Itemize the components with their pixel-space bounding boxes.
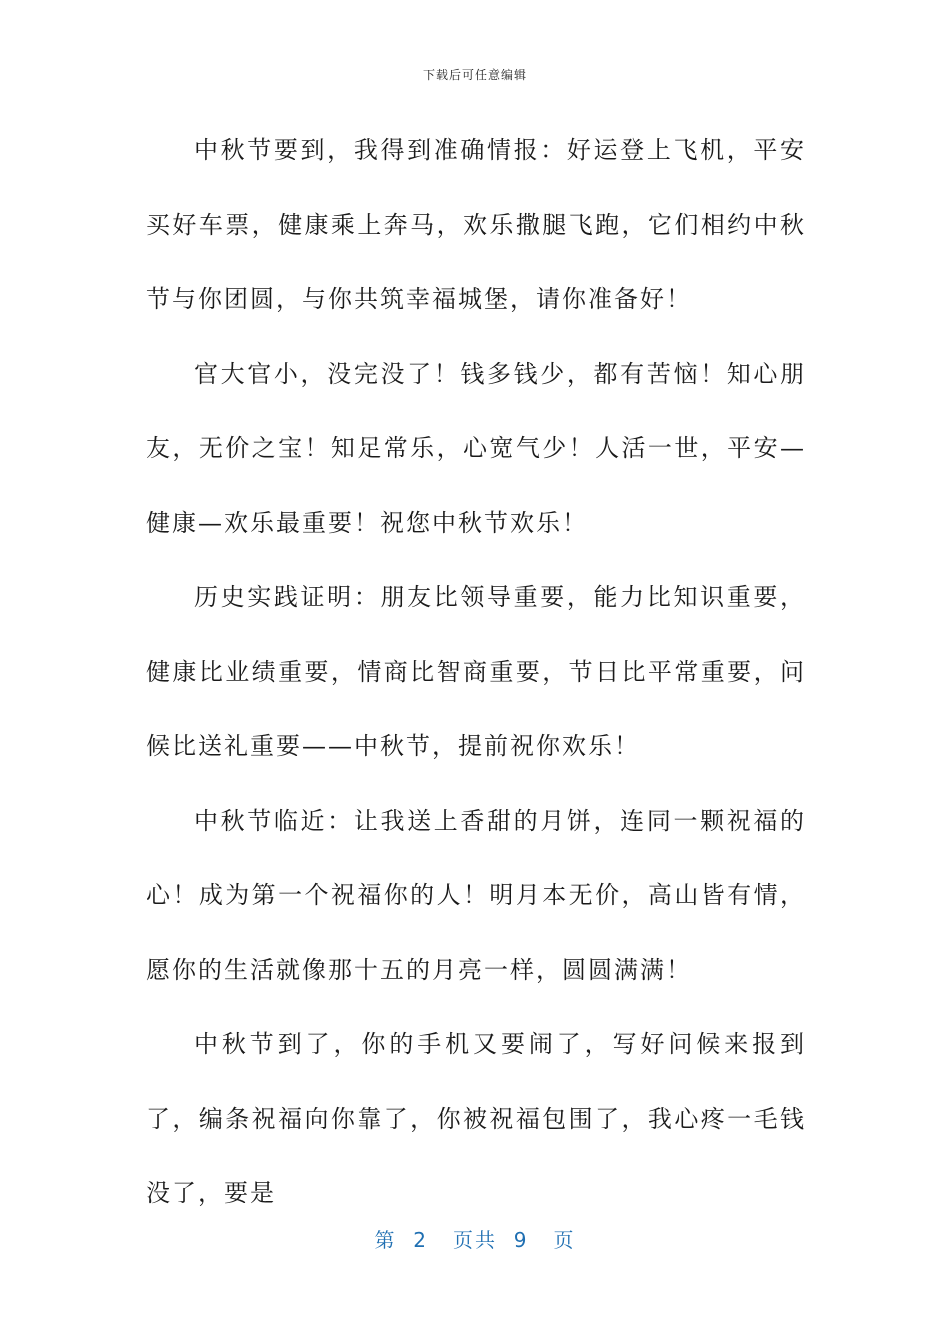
- paragraph-3: 历史实践证明：朋友比领导重要，能力比知识重要，健康比业绩重要，情商比智商重要，节日比平常重要，问候比送礼重要——中秋节，提前祝你欢乐！: [146, 583, 806, 760]
- document-body: [146, 113, 806, 1231]
- header-note: 下载后可任意编辑: [422, 68, 527, 82]
- paragraph-4: 中秋节临近：让我送上香甜的月饼，连同一颗祝福的心！成为第一个祝福你的人！明月本无价，高山皆有情，愿你的生活就像那十五的月亮一样，圆圆满满！: [146, 806, 806, 984]
- paragraph-2: 官大官小，没完没了！钱多钱少，都有苦恼！知心朋友，无价之宝！知足常乐，心宽气少！人活一世，平安—健康—欢乐最重要！祝您中秋节欢乐！: [146, 359, 806, 537]
- page-footer: [0, 1224, 950, 1253]
- paragraph-1: 中秋节要到，我得到准确情报：好运登上飞机，平安买好车票，健康乘上奔马，欢乐撒腿飞跑，它们相约中秋节与你团圆，与你共筑幸福城堡，请你准备好！: [146, 136, 806, 313]
- paragraph-5: 中秋节到了，你的手机又要闹了，写好问候来报到了，编条祝福向你靠了，你被祝福包围了，我心疼一毛钱没了，要是: [146, 1030, 806, 1207]
- page-number-label: 第 2 页共 9 页: [374, 1228, 576, 1252]
